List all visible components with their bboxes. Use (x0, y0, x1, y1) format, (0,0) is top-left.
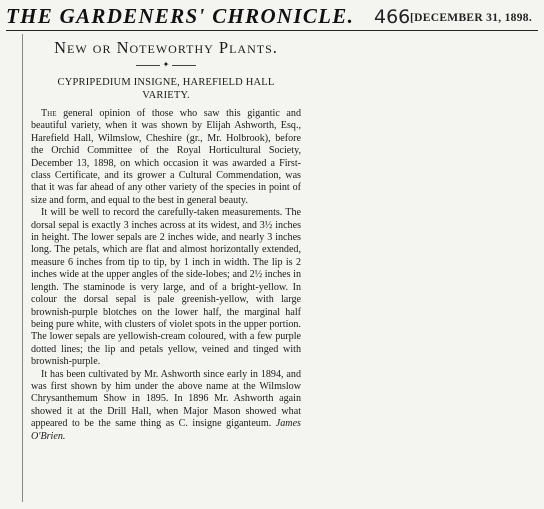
article-title-line2: VARIETY. (142, 89, 190, 101)
paragraph-1-lead: The (41, 108, 57, 119)
ornament-icon: ✦ (160, 60, 173, 69)
paragraph-1 (31, 108, 301, 207)
section-title: New or Noteworthy Plants. (54, 38, 278, 57)
paragraph-2: It will be well to record the carefully-taken measurements. The dorsal sepal is exactly 3 inches across at its widest, and 3½ inches in height. The lower sepals are 2 inches wide, and nearly 3 inches long. The petals, which are flat and almost horizontally extended, measure 6 inches from tip to tip, by 1 inch in width. The lip is 2 inches wide at the upper angles of the side-lobes; and 2½ inches in length. The staminode is very large, and of a bright-yellow. In colour the dorsal sepal is pale greenish-yellow, with large brownish-purple blotches on the lower half, the marginal half being pure white, with clusters of violet spots in the upper portion. The lower sepals are yellowish-cream coloured, with a few purple dotted lines; the lip and petals yellow, veined and tinged with brownish-purple. (31, 207, 301, 368)
column-content (31, 34, 301, 443)
article-body (31, 108, 301, 443)
issue-date: [DECEMBER 31, 1898. (410, 12, 532, 24)
running-header (6, 4, 538, 31)
page-number: 466 (374, 6, 411, 28)
article-column (22, 34, 301, 502)
author-signature: James O'Brien. (31, 418, 301, 442)
paragraph-3 (31, 369, 301, 443)
article-title (31, 77, 301, 102)
article-title-line1: CYPRIPEDIUM INSIGNE, HAREFIELD HALL (57, 77, 275, 88)
ornament-divider (136, 60, 196, 69)
paragraph-3-text: It has been cultivated by Mr. Ashworth since early in 1894, and was first shown by him under the above name at the Wilmslow Chrysanthemum Show in 1895. In 1896 Mr. Ashworth again showed it at the Drill Hall, when Major Mason showed what appeared to be the same thing as C. insigne giganteum. (31, 368, 301, 430)
paragraph-1-text: general opinion of those who saw this gigantic and beautiful variety, when it was shown by Elijah Ashworth, Esq., Harefield Hall, Wilmslow, Cheshire (gr., Mr. Holbrook), before the Orchid Committee of the Royal Horticultural Society, December 13, 1898, on which occasion it was awarded a First-class Certificate, and its grower a Cultural Commendation, was that it was far ahead of any other variety of the species in point of size and form, and equal to the best in general beauty. (31, 108, 301, 206)
masthead: THE GARDENERS' CHRONICLE. (6, 4, 355, 28)
